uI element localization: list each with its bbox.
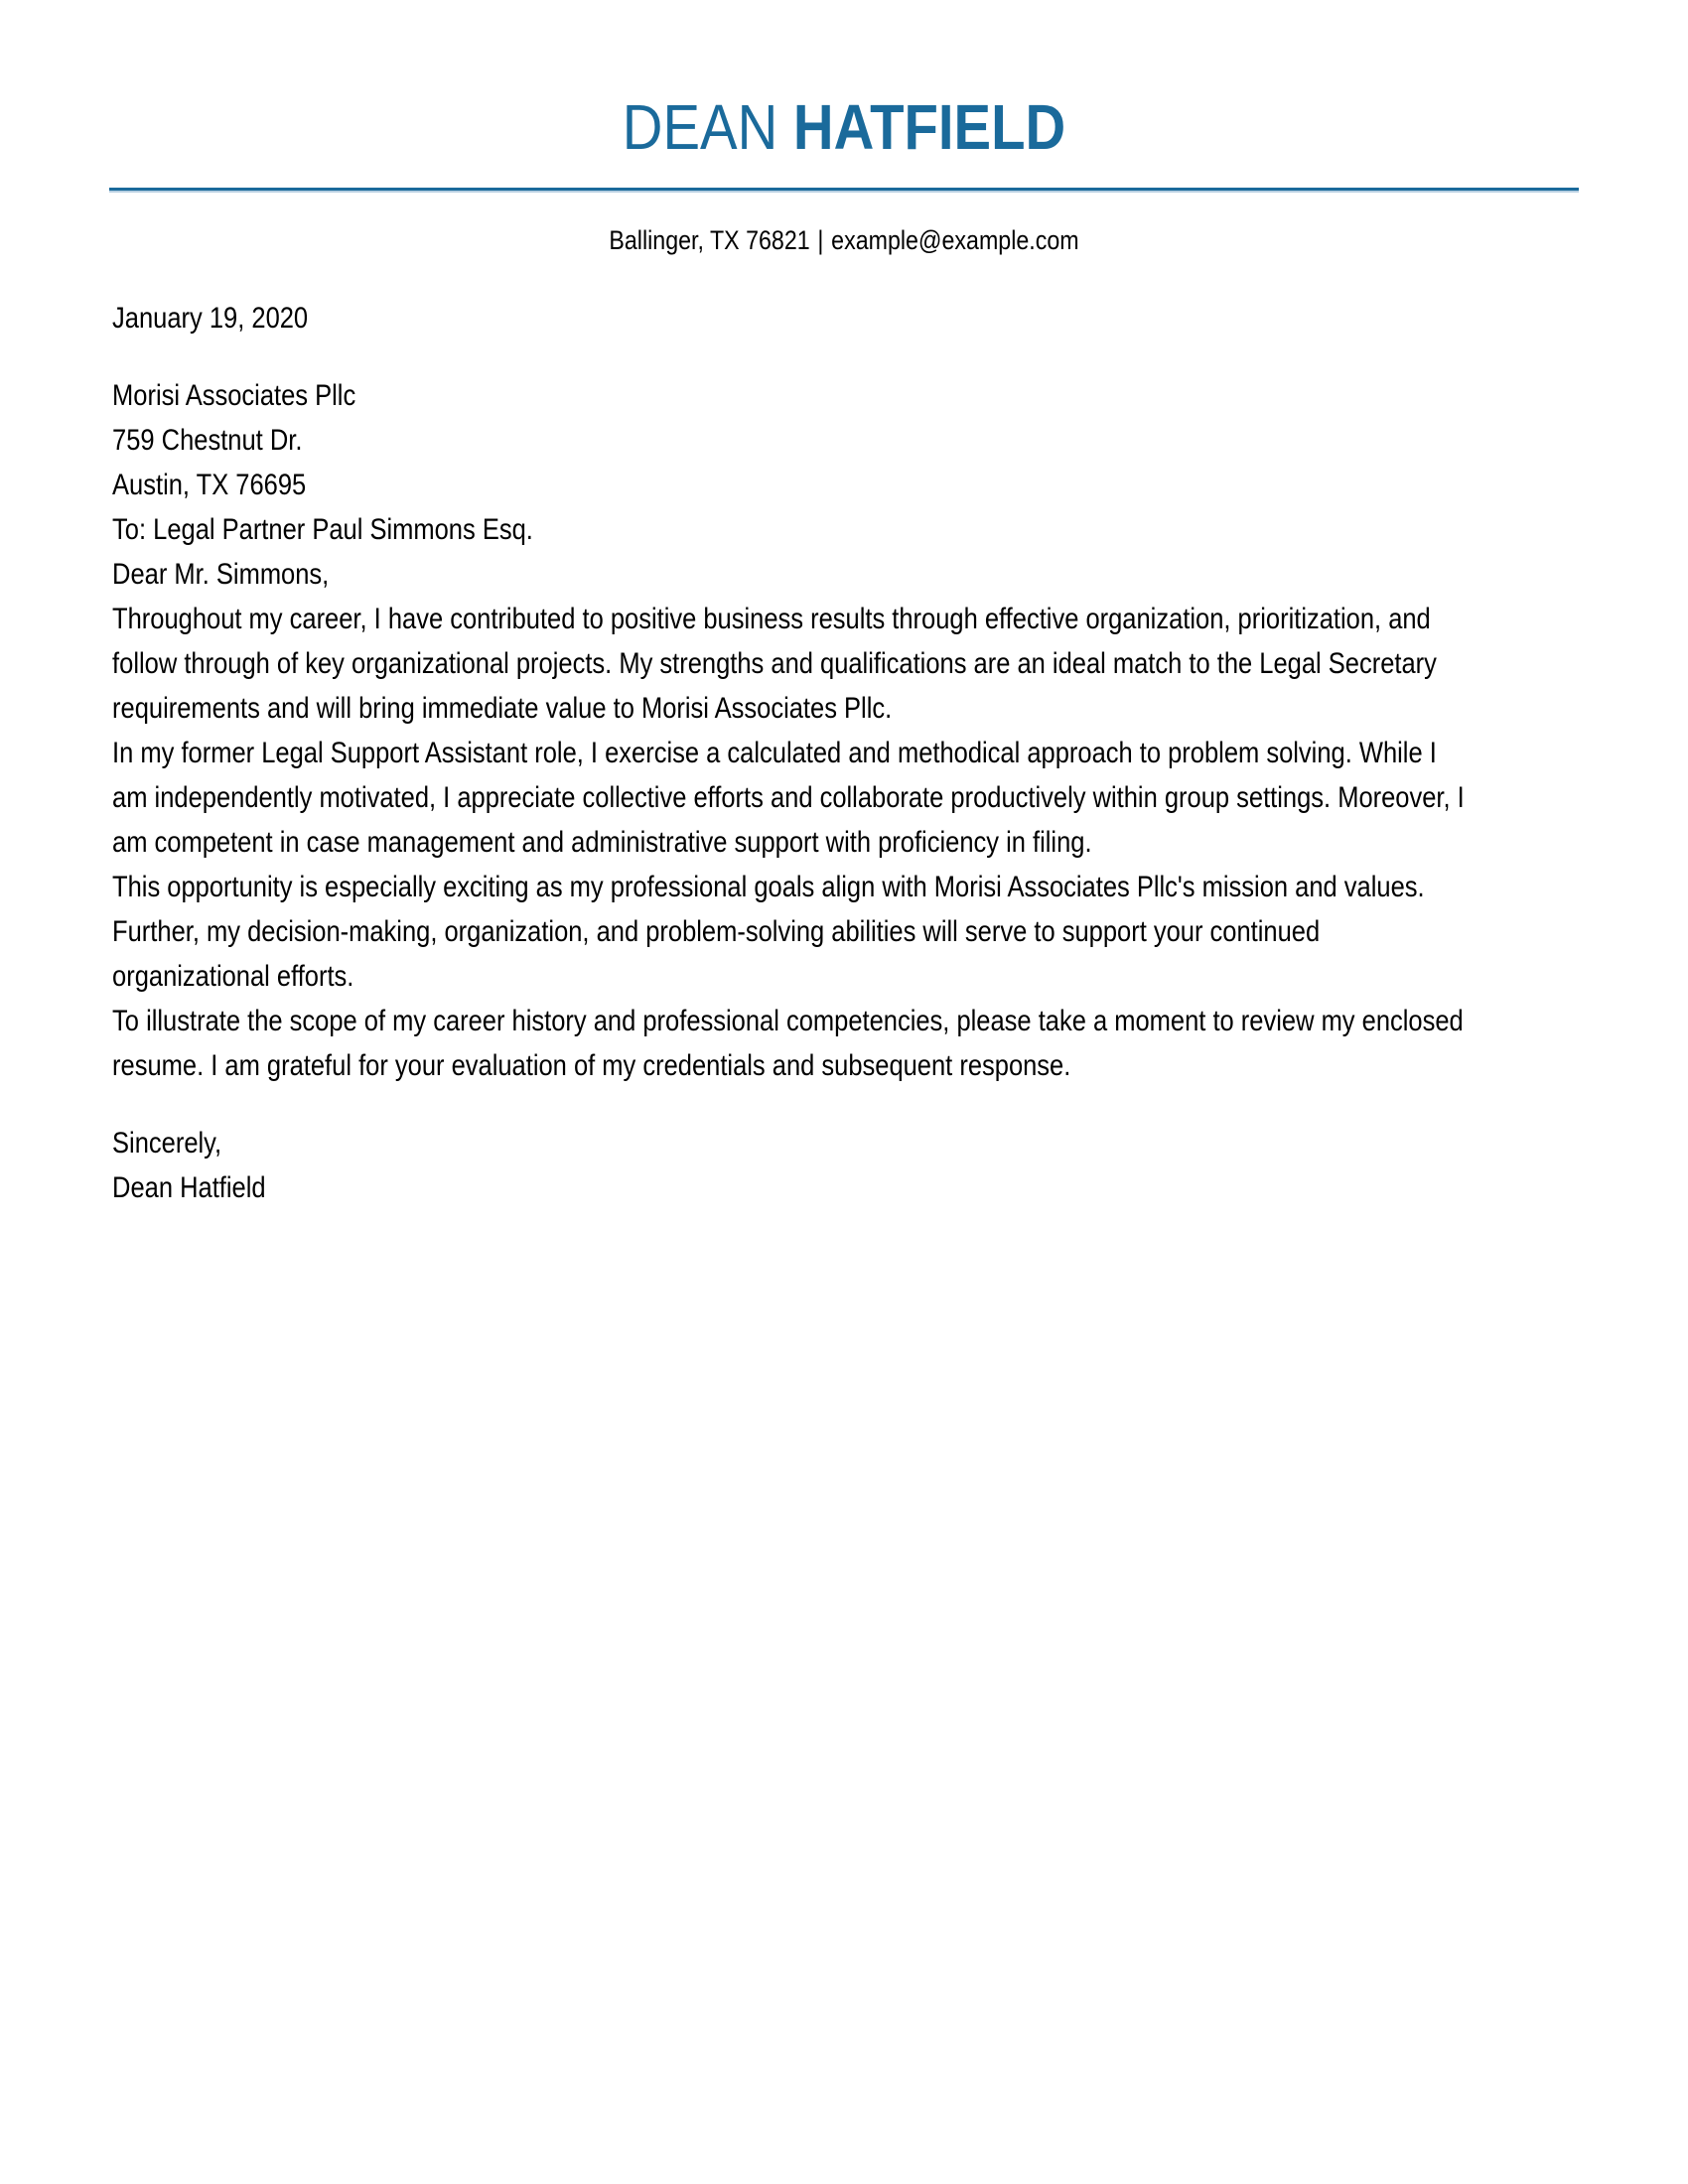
contact-separator: | xyxy=(817,225,824,255)
contact-email: example@example.com xyxy=(831,225,1079,255)
candidate-first-name: DEAN xyxy=(622,91,778,163)
attention-line: To: Legal Partner Paul Simmons Esq. xyxy=(112,513,533,546)
recipient-street: 759 Chestnut Dr. xyxy=(112,424,303,457)
candidate-last-name: HATFIELD xyxy=(792,91,1066,163)
recipient-address-block xyxy=(112,373,1470,507)
salutation: Dear Mr. Simmons, xyxy=(112,558,330,591)
header-divider-rule xyxy=(109,188,1579,193)
recipient-company: Morisi Associates Pllc xyxy=(112,379,356,412)
contact-line xyxy=(118,220,1570,260)
signature-name: Dean Hatfield xyxy=(112,1171,266,1204)
body-paragraph: In my former Legal Support Assistant role, I exercise a calculated and methodical approach to problem solving. While I am independently motivated, I appreciate collective efforts and collaborate productively within group settings. Moreover, I am competent in case management and administrative support with proficiency in filing. xyxy=(112,737,1465,859)
closing: Sincerely, xyxy=(112,1127,222,1160)
recipient-city-state-zip: Austin, TX 76695 xyxy=(112,469,307,501)
letter-header xyxy=(0,0,1688,260)
signature-block xyxy=(112,1121,1470,1210)
body-paragraph: To illustrate the scope of my career history and professional competencies, please take a moment to review my enclosed resume. I am grateful for your evaluation of my credentials and subsequent response. xyxy=(112,1005,1464,1082)
body-paragraph: Throughout my career, I have contributed to positive business results through effective organization, prioritization, and follow through of key organizational projects. My strengths and qualifications are an ideal match to the Legal Secretary requirements and will bring immediate value to Morisi Associates Pllc. xyxy=(112,603,1437,725)
letter-date: January 19, 2020 xyxy=(112,302,309,335)
body-paragraph: This opportunity is especially exciting as my professional goals align with Morisi Associates Pllc's mission and values. Further, my decision-making, organization, and problem-solving abilities will serve to support your continued organizational efforts. xyxy=(112,871,1425,993)
letter-body xyxy=(0,296,1470,1210)
candidate-name xyxy=(101,91,1587,163)
contact-location: Ballinger, TX 76821 xyxy=(609,225,810,255)
